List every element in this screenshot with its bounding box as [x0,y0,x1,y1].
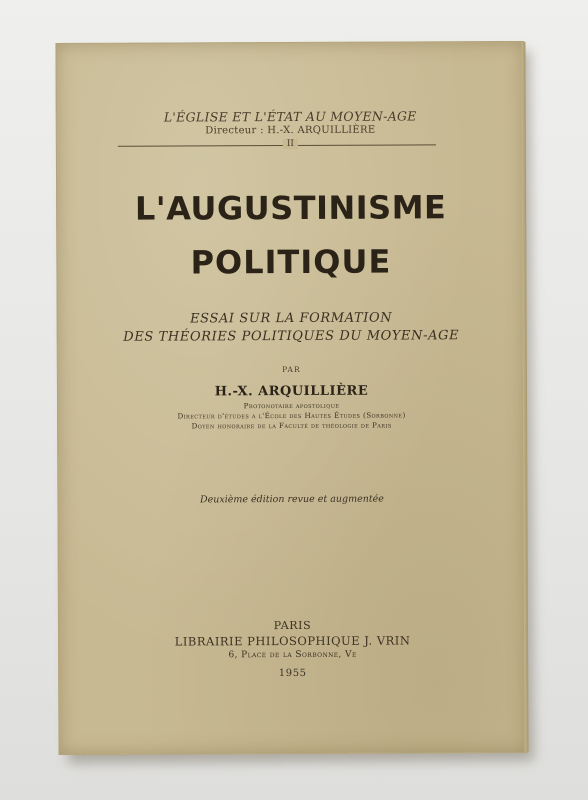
author-credential: Protonotaire apostolique [243,400,340,411]
subtitle-line-2: DES THÉORIES POLITIQUES DU MOYEN-AGE [123,328,460,345]
series-volume [57,138,524,150]
series-title: L'ÉGLISE ET L'ÉTAT AU MOYEN-AGE [163,108,417,125]
edition-note: Deuxième édition revue et augmentée [199,493,384,506]
author-name: H.-X. ARQUILLIÈRE [214,383,369,400]
subtitle-line-1: ESSAI SUR LA FORMATION [190,310,393,327]
publisher-name: LIBRAIRIE PHILOSOPHIQUE J. VRIN [174,633,411,649]
publisher-city: PARIS [273,618,312,633]
publisher-address: 6, Place de la Sorbonne, Ve [228,649,357,661]
book-title-line-2: POLITIQUE [190,242,392,282]
author-credential: Directeur d'études a l'École des Hautes Études (Sorbonne) [177,410,406,421]
publication-year: 1955 [278,667,307,680]
by-label: PAR [282,364,301,375]
book-cover [55,41,527,755]
author-credential: Doyen honoraire de la Faculté de théologie de Paris [191,420,392,431]
series-director: Directeur : H.-X. ARQUILLIÈRE [205,124,376,137]
book-title-line-1: L'AUGUSTINISME [134,188,447,228]
series-volume-label: II [283,139,298,149]
